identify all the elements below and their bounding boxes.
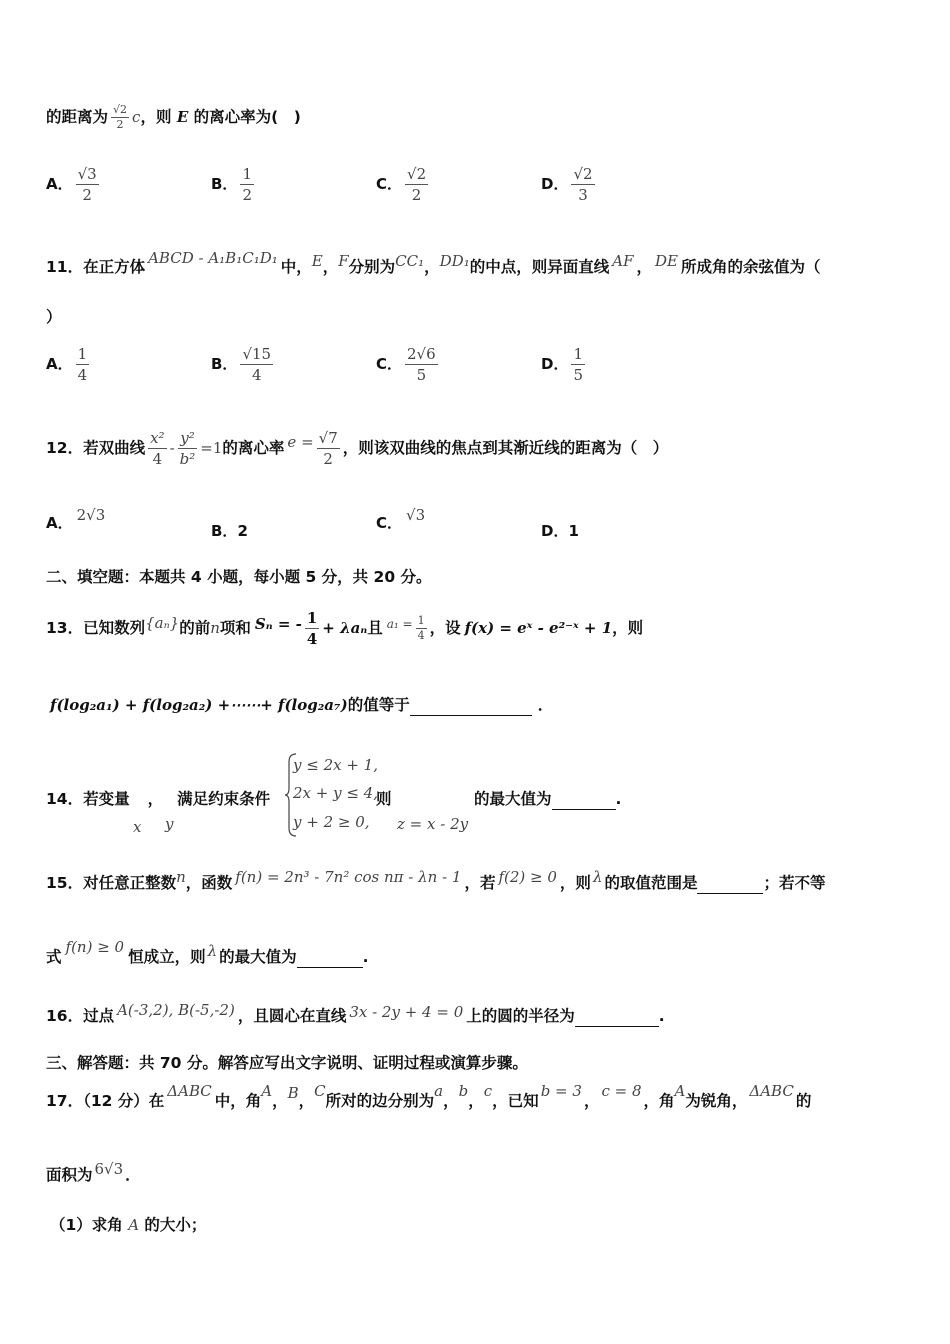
fraction xyxy=(571,344,585,385)
triangle-ABC: ΔABC xyxy=(749,1082,794,1100)
q17-stem xyxy=(46,1082,812,1112)
given-b: b = 3 xyxy=(540,1082,582,1100)
text: 恒成立，则 xyxy=(128,948,206,966)
frac-den: 5 xyxy=(573,366,583,384)
constraint-3: y + 2 ≥ 0, xyxy=(293,813,370,831)
fraction-x2-4 xyxy=(148,428,166,469)
frac-num: √2 xyxy=(113,103,128,116)
fraction xyxy=(571,164,594,205)
sequence: {aₙ} xyxy=(145,614,180,632)
text: ，函数 xyxy=(185,874,233,892)
section-2-heading: 二、填空题：本题共 4 小题，每小题 5 分，共 20 分。 xyxy=(46,568,432,586)
question-number: 14． xyxy=(46,790,84,808)
text: ，已知 xyxy=(492,1092,539,1110)
option-label: C． xyxy=(376,175,403,193)
text: ，则 xyxy=(140,108,177,126)
fraction-1-4 xyxy=(305,608,319,649)
text: 中，角 xyxy=(214,1092,262,1110)
text: 的最大值为 xyxy=(219,948,297,966)
text: （12 分）在 xyxy=(83,1092,165,1110)
text: . xyxy=(658,1007,665,1025)
option-value: 2 xyxy=(237,522,248,540)
text: 项和 xyxy=(219,619,251,637)
option-label: B． xyxy=(211,175,238,193)
q16-stem xyxy=(46,1001,665,1027)
text: 的 xyxy=(795,1092,812,1110)
option-label: D． xyxy=(541,522,569,540)
condition-fn0: f(n) ≥ 0 xyxy=(65,938,125,956)
frac-den: 4 xyxy=(306,630,318,648)
text: 的前 xyxy=(179,619,211,637)
text: 的中点，则异面直线 xyxy=(469,258,610,276)
q10-tail xyxy=(46,103,301,132)
question-number: 11． xyxy=(46,258,84,276)
minus: - xyxy=(169,439,175,457)
text: ， xyxy=(424,258,440,276)
answer-blank[interactable] xyxy=(552,793,616,810)
line-AF: AF xyxy=(612,252,634,270)
text: 若变量 xyxy=(83,790,130,808)
text: 上的圆的半径为 xyxy=(466,1007,575,1025)
frac-den: 5 xyxy=(416,366,427,384)
option-label: D． xyxy=(541,355,569,373)
var-C: C xyxy=(314,1082,326,1100)
var-c: c xyxy=(132,108,141,126)
frac-num: √15 xyxy=(242,345,272,363)
text: 所对的边分别为 xyxy=(325,1092,435,1110)
constraint-2: 2x + y ≤ 4, xyxy=(293,784,378,802)
var-b: b xyxy=(458,1082,469,1100)
q17-part-1 xyxy=(50,1214,206,1236)
q13-stem xyxy=(46,608,643,649)
text: ，且圆心在直线 xyxy=(237,1007,347,1025)
text: ， xyxy=(298,1092,315,1110)
frac-num: √7 xyxy=(318,429,338,447)
question-number: 12． xyxy=(46,439,84,457)
q14-then xyxy=(376,788,392,810)
frac-num: 1 xyxy=(77,345,88,363)
fraction xyxy=(240,344,273,385)
points-AB: A(-3,2), B(-5,-2) xyxy=(117,1001,235,1019)
fraction xyxy=(76,164,99,205)
var-F: F xyxy=(338,252,349,270)
option-label: B． xyxy=(211,355,238,373)
var-A: A xyxy=(128,1216,140,1234)
text: ， xyxy=(468,1092,484,1110)
q10-option-c[interactable] xyxy=(376,164,431,205)
q11-option-d[interactable] xyxy=(541,344,588,385)
var-lambda: λ xyxy=(592,868,603,886)
text: ） xyxy=(46,308,62,326)
q15-stem xyxy=(46,868,826,894)
text: ， xyxy=(583,1092,600,1110)
answer-blank[interactable] xyxy=(697,877,763,894)
option-label: C． xyxy=(376,355,403,373)
frac-num: √2 xyxy=(407,165,427,183)
frac-num: y² xyxy=(178,428,198,449)
frac-num: 1 xyxy=(573,345,583,363)
frac-den: 4 xyxy=(251,366,262,384)
question-number: 17． xyxy=(46,1092,84,1110)
q11-option-c[interactable] xyxy=(376,344,441,385)
text: 满足约束条件 xyxy=(177,790,271,808)
var-E: E xyxy=(311,252,323,270)
text: . xyxy=(615,790,622,808)
fraction-y2-b2 xyxy=(178,428,198,469)
text: 的最大值为 xyxy=(474,790,552,808)
var-a: a xyxy=(434,1082,444,1100)
text: ， xyxy=(443,1092,459,1110)
q11-option-a[interactable] xyxy=(46,344,92,385)
text: 为锐角， xyxy=(685,1092,748,1110)
cube-name: ABCD - A₁B₁C₁D₁ xyxy=(148,249,278,267)
q11-close xyxy=(46,306,62,328)
line-equation: 3x - 2y + 4 = 0 xyxy=(349,1003,464,1021)
var-lambda: λ xyxy=(207,942,218,960)
function-f: f(x) = eˣ - e²⁻ˣ + 1 xyxy=(464,619,613,637)
text: （1）求角 xyxy=(50,1216,129,1234)
eccentricity: e = xyxy=(287,433,314,451)
var-x: x xyxy=(133,818,142,836)
var-A: A xyxy=(674,1082,686,1100)
triangle-ABC: ΔABC xyxy=(167,1082,212,1100)
answer-blank[interactable] xyxy=(297,951,363,968)
option-label: B． xyxy=(211,522,238,540)
answer-blank[interactable] xyxy=(575,1010,659,1027)
option-label: D． xyxy=(541,175,569,193)
text: ， xyxy=(147,790,164,808)
frac-den: 2 xyxy=(82,186,92,204)
segment-DD1: DD₁ xyxy=(439,252,470,270)
q11-stem xyxy=(46,249,821,278)
fraction xyxy=(405,164,428,205)
fraction-1-4-b xyxy=(416,614,427,643)
section-3-heading: 三、解答题：共 70 分。解答应写出文字说明、证明过程或演算步骤。 xyxy=(46,1054,528,1072)
text: 若双曲线 xyxy=(83,439,146,457)
text: 的离心率 xyxy=(222,439,285,457)
text: ． xyxy=(537,696,554,714)
text: ，若 xyxy=(464,874,496,892)
text: 的大小； xyxy=(139,1216,207,1234)
area-value: 6√3 xyxy=(94,1160,124,1178)
frac-num: x² xyxy=(150,429,165,447)
q14-stem xyxy=(46,788,270,810)
text: 对任意正整数 xyxy=(83,874,177,892)
frac-den: 4 xyxy=(417,629,425,642)
option-value: 1 xyxy=(568,522,579,540)
q14-max xyxy=(474,788,621,810)
q15-cont xyxy=(46,938,369,968)
q13-sum-line xyxy=(50,694,553,716)
text: 的取值范围是 xyxy=(604,874,698,892)
frac-den: 2 xyxy=(323,450,333,468)
text: ，设 xyxy=(429,619,461,637)
fraction xyxy=(111,103,129,132)
text: 已知数列 xyxy=(83,619,146,637)
frac-num: 1 xyxy=(417,614,425,627)
line-DE: DE xyxy=(655,252,678,270)
text: 分别为 xyxy=(348,258,396,276)
text: ， xyxy=(636,258,653,276)
fraction-sqrt7-2 xyxy=(317,428,340,469)
var-c: c xyxy=(483,1082,493,1100)
sum-expression: f(log₂a₁) + f(log₂a₂) +⋯⋯+ f(log₂a₇) xyxy=(50,696,348,714)
var-n: n xyxy=(176,868,186,886)
q10-option-b[interactable] xyxy=(211,164,257,205)
objective-z: z = x - 2y xyxy=(397,815,469,833)
frac-num: 1 xyxy=(306,609,318,627)
text: 在正方体 xyxy=(83,258,146,276)
frac-num: 1 xyxy=(242,165,252,183)
q10-option-d[interactable] xyxy=(541,164,598,205)
text: ． xyxy=(125,1166,141,1184)
constraint-1: y ≤ 2x + 1, xyxy=(293,756,378,774)
frac-den: b² xyxy=(179,450,196,468)
fraction xyxy=(240,164,254,205)
text: ， xyxy=(272,1092,288,1110)
frac-den: 2 xyxy=(411,186,422,204)
condition-f2: f(2) ≥ 0 xyxy=(498,868,557,886)
var-E: E xyxy=(176,108,189,126)
text: 面积为 xyxy=(46,1166,93,1184)
a1: a₁ = xyxy=(386,617,413,631)
question-number: 15． xyxy=(46,874,84,892)
text: 所成角的余弦值为（ xyxy=(681,258,821,276)
q10-option-a[interactable] xyxy=(46,164,102,205)
frac-num: √2 xyxy=(573,165,593,183)
q12-stem xyxy=(46,428,668,469)
text: . xyxy=(362,948,369,966)
q17-area xyxy=(46,1160,141,1186)
text: 且 xyxy=(367,619,383,637)
frac-den: 2 xyxy=(116,118,124,131)
frac-den: 4 xyxy=(152,450,163,468)
text: ，则该双曲线的焦点到其渐近线的距离为（ ） xyxy=(342,439,669,457)
equals-one: =1 xyxy=(200,439,223,457)
text: 的值等于 xyxy=(347,696,410,714)
frac-den: 3 xyxy=(578,186,588,204)
option-value: 2√3 xyxy=(76,506,106,524)
var-n: n xyxy=(210,619,220,637)
q11-option-b[interactable] xyxy=(211,344,276,385)
q12-option-c[interactable] xyxy=(376,506,426,533)
text: 的离心率为( ) xyxy=(188,108,301,126)
text: ，角 xyxy=(643,1092,675,1110)
q12-option-a[interactable] xyxy=(46,506,106,533)
text: ，则 xyxy=(612,619,644,637)
option-label: A． xyxy=(46,175,73,193)
text: 的距离为 xyxy=(46,108,109,126)
question-number: 16． xyxy=(46,1007,84,1025)
text: 中， xyxy=(280,258,312,276)
option-label: A． xyxy=(46,514,73,532)
frac-num: √3 xyxy=(77,165,97,183)
text: ， xyxy=(322,258,339,276)
var-y: y xyxy=(165,815,174,833)
q12-option-d[interactable] xyxy=(541,520,579,541)
var-B: B xyxy=(287,1084,299,1102)
option-label: C． xyxy=(376,514,403,532)
text: 则 xyxy=(376,790,392,808)
fraction xyxy=(76,344,90,385)
answer-blank[interactable] xyxy=(410,699,532,716)
q12-option-b[interactable] xyxy=(211,520,248,541)
question-number: 13． xyxy=(46,619,84,637)
frac-den: 2 xyxy=(242,186,252,204)
text: 式 xyxy=(46,948,62,966)
text: ，则 xyxy=(559,874,591,892)
segment-CC1: CC₁ xyxy=(395,252,425,270)
sum-Sn: Sₙ = - xyxy=(254,615,302,633)
lambda-term: + λaₙ xyxy=(322,619,368,637)
var-A: A xyxy=(261,1082,273,1100)
option-label: A． xyxy=(46,355,73,373)
text: 过点 xyxy=(83,1007,115,1025)
option-value: √3 xyxy=(406,506,426,524)
fraction xyxy=(405,344,438,385)
frac-den: 4 xyxy=(77,366,88,384)
given-c: c = 8 xyxy=(601,1082,642,1100)
frac-num: 2√6 xyxy=(407,345,436,363)
text: ；若不等 xyxy=(763,874,826,892)
function-fn: f(n) = 2n³ - 7n² cos nπ - λn - 1 xyxy=(235,868,462,886)
